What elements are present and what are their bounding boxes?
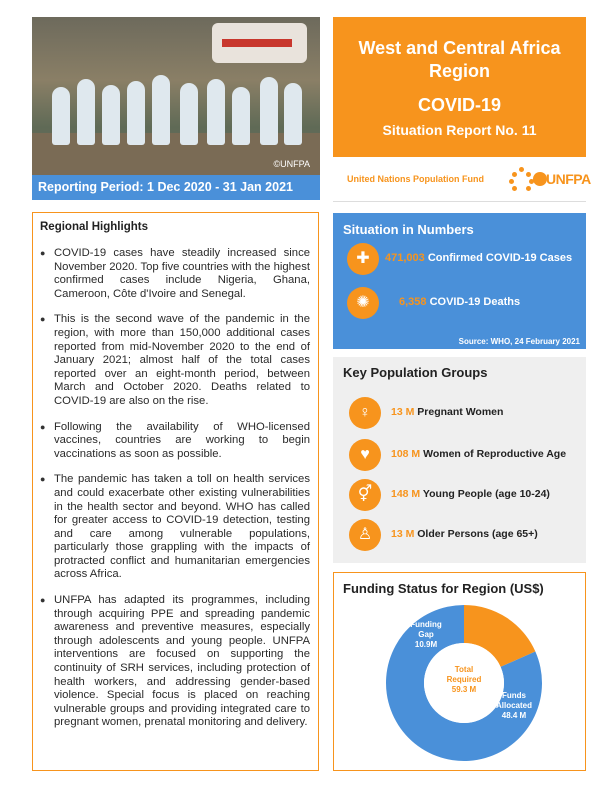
org-row [333,157,591,202]
pop-group-row [349,519,583,551]
hands-heart-icon: ♥ [349,439,381,471]
highlight-item: ● This is the second wave of the pandemic in the region, with more than 150,000 additional cases reported from mid-November 2020 to the end of January 2021; almost half of the total cases reported over an eight-month period, between March and October 2020. Deaths related to COVID-19 are also on the rise. [40,313,310,408]
pop-group-number: 108 M [391,448,421,460]
photo-figure [180,83,198,145]
highlight-item: ● The pandemic has taken a toll on health services and could exacerbate other existing vulnerabilities in the health sector and beyond. WHO has called for greater access to COVID-19 detection, testing and care among vulnerable populations, particularly those grappling with the impacts of protracted conflict and humanitarian emergencies across Africa. [40,473,310,582]
medical-kit-icon: ✚ [347,243,379,275]
allocated-value-text: 48.4 M [501,711,527,720]
deaths-label: COVID-19 Deaths [429,296,521,308]
pop-group-label: Young People (age 10-24) [422,488,550,500]
logo-text: UNFPA [546,171,591,187]
gap-label-text: Funding Gap [410,620,442,639]
deaths-row [347,287,583,319]
funding-gap-label [396,620,456,650]
photo-figure [232,87,250,145]
photo-figure [207,79,225,145]
gender-icon: ⚥ [349,479,381,511]
pop-group-row [349,439,583,471]
photo-credit: ©UNFPA [273,159,310,169]
situation-source: Source: WHO, 24 February 2021 [458,337,580,346]
globe-icon [533,172,547,186]
highlights-panel [32,212,319,771]
logo-dots-icon [509,167,535,191]
cases-number: 471,003 [385,252,425,264]
highlight-item: ● Following the availability of WHO-licensed vaccines, countries are working to begin vaccinations as soon as possible. [40,421,310,462]
org-name: United Nations Population Fund [347,174,484,184]
pop-group-row [349,479,583,511]
pop-group-label: Women of Reproductive Age [423,448,567,460]
funding-panel [333,572,586,771]
region-title-line2: Region [429,61,490,81]
total-label-text: Total Required [446,665,482,684]
gap-value-text: 10.9M [414,640,438,649]
elderly-person-icon: ♙ [349,519,381,551]
cases-label: Confirmed COVID-19 Cases [427,252,573,264]
pop-group-number: 13 M [391,406,415,418]
highlights-heading: Regional Highlights [40,221,148,233]
cover-photo [32,17,320,175]
situation-heading: Situation in Numbers [343,222,474,237]
pop-group-text [391,528,538,540]
photo-figure [102,85,120,145]
photo-figure [152,75,170,145]
key-population-heading: Key Population Groups [343,365,488,380]
cases-stat [385,252,572,264]
covid-title: COVID-19 [417,95,502,115]
reporting-period: Reporting Period: 1 Dec 2020 - 31 Jan 2021 [32,175,320,200]
report-number: Situation Report No. 11 [382,122,537,138]
photo-figure [260,77,278,145]
photo-figure [52,87,70,145]
region-title-line1: West and Central Africa [358,38,561,58]
pop-group-number: 13 M [391,528,415,540]
key-population-panel [333,357,586,563]
pop-group-text [391,448,566,460]
highlight-item: ● COVID-19 cases have steadily increased since November 2020. Top five countries with the highest confirmed cases include Nigeria, Ghana, Cameroon, Côte d'Ivoire and Senegal. [40,247,310,301]
region-title [333,37,586,83]
total-value-text: 59.3 M [451,685,477,694]
unfpa-logo [509,163,591,195]
allocated-label-text: Funds Allocated [495,691,532,710]
highlight-item: ● UNFPA has adapted its programmes, including through acquiring PPE and spreading pandemic awareness and preventive measures, especially through adolescents and young people. UNFPA interventions are focused on supporting the continuity of SRH services, including protection of health workers, and addressing gender-based violence. Special focus is placed on reaching vulnerable groups and providing integrated care to pregnant women, prenatal monitoring and delivery. [40,594,310,730]
photo-figure [127,81,145,145]
deaths-number: 6,358 [399,296,427,308]
pop-group-label: Pregnant Women [417,406,504,418]
photo-ambulance [212,23,307,63]
pop-group-row [349,397,583,429]
situation-panel [333,213,586,349]
cases-row [347,243,583,275]
pop-group-text [391,488,550,500]
deaths-stat [399,296,520,308]
title-box [333,17,586,157]
funding-heading: Funding Status for Region (US$) [343,581,544,596]
virus-icon: ✺ [347,287,379,319]
funds-allocated-label [484,691,544,721]
photo-figure [77,79,95,145]
pop-group-label: Older Persons (age 65+) [417,528,538,540]
pop-group-number: 148 M [391,488,421,500]
highlights-list [40,247,310,742]
pregnant-woman-icon: ♀ [349,397,381,429]
photo-figure [284,83,302,145]
pop-group-text [391,406,503,418]
